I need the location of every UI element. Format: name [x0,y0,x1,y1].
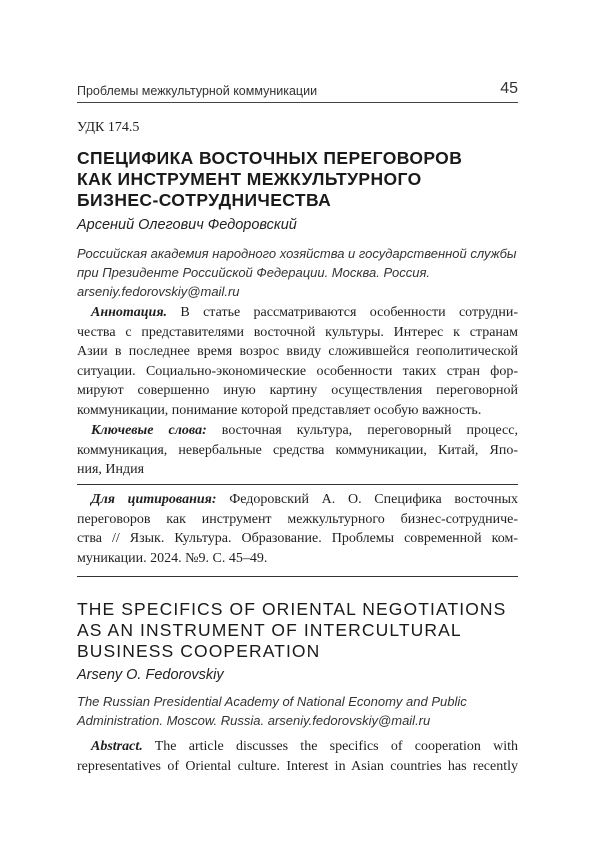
citation-line: переговоров как инструмент межкультурного бизнес-сотрудниче- [77,510,518,530]
abstract-line: representatives of Oriental culture. Interest in Asian countries has recently [77,757,518,777]
article-title-en [77,599,518,662]
running-title: Проблемы межкультурной коммуникации [77,84,317,98]
divider-bottom [77,576,518,577]
keywords-line: ния, Индия [77,460,518,480]
udc-code: УДК 174.5 [77,120,139,136]
keywords-ru [77,421,518,480]
title-line: БИЗНЕС-СОТРУДНИЧЕСТВА [77,190,518,211]
abstract-ru [77,303,518,421]
running-header [77,80,518,103]
author-name-en: Arseny O. Fedorovskiy [77,667,224,683]
article-title-ru [77,148,518,211]
abstract-line: Аннотация. В статье рассматриваются особенности сотрудни- [77,303,518,323]
citation-line: ства // Язык. Культура. Образование. Проблемы современной ком- [77,529,518,549]
citation-line: муникации. 2024. №9. С. 45–49. [77,549,518,569]
author-name-ru: Арсений Олегович Федоровский [77,217,297,233]
title-line: BUSINESS COOPERATION [77,641,518,662]
citation-line: Для цитирования: Федоровский А. О. Специфика восточных [77,490,518,510]
affiliation-line: Российская академия народного хозяйства и государственной службы [77,244,518,263]
affiliation-line: Administration. Moscow. Russia. arseniy.fedorovskiy@mail.ru [77,711,518,730]
divider-top [77,484,518,485]
page-number: 45 [500,80,518,98]
citation-block [77,490,518,568]
affiliation-en [77,692,518,730]
affiliation-ru [77,244,518,301]
keywords-line: Ключевые слова: восточная культура, переговорный процесс, [77,421,518,441]
affiliation-line: The Russian Presidential Academy of National Economy and Public [77,692,518,711]
abstract-line: Азии в последнее время возрос ввиду сложившейся геополитической [77,342,518,362]
abstract-label: Abstract. [91,739,143,754]
abstract-line: коммуникации, понимание которой представляет особую важность. [77,401,518,421]
abstract-en [77,737,518,776]
abstract-line: Abstract. The article discusses the specifics of cooperation with [77,737,518,757]
abstract-line: чества с представителями восточной культуры. Интерес к странам [77,323,518,343]
keywords-line: коммуникация, невербальные средства коммуникации, Китай, Япо- [77,441,518,461]
abstract-line: мируют совершенно иную картину осуществления переговорной [77,381,518,401]
keywords-label: Ключевые слова: [91,423,207,438]
affiliation-line: при Президенте Российской Федерации. Москва. Россия. [77,263,518,282]
abstract-label: Аннотация. [91,305,167,320]
title-line: КАК ИНСТРУМЕНТ МЕЖКУЛЬТУРНОГО [77,169,518,190]
abstract-line: ситуации. Социально-экономические особенности таких стран фор- [77,362,518,382]
citation-label: Для цитирования: [91,492,217,507]
title-line: THE SPECIFICS OF ORIENTAL NEGOTIATIONS [77,599,518,620]
title-line: СПЕЦИФИКА ВОСТОЧНЫХ ПЕРЕГОВОРОВ [77,148,518,169]
author-email: arseniy.fedorovskiy@mail.ru [77,282,518,301]
title-line: AS AN INSTRUMENT OF INTERCULTURAL [77,620,518,641]
